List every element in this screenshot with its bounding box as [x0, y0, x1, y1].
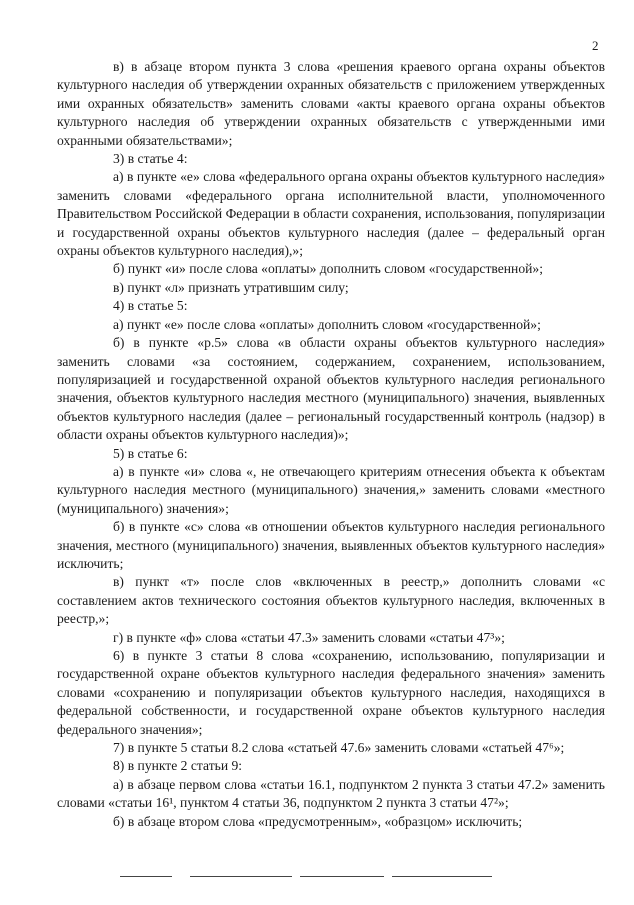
- paragraph: 4) в статье 5:: [113, 298, 188, 314]
- paragraph: 7) в пункте 5 статьи 8.2 слова «статьей 47.6» заменить словами «статьей 47⁶»;: [113, 740, 565, 756]
- document-body: [57, 58, 605, 831]
- paragraph: а) в абзаце первом слова «статьи 16.1, подпунктом 2 пункта 3 статьи 47.2» заменить словами «статьи 16¹, пунктом 4 статьи 36, подпунктом 2 пункта 3 статьи 47²»;: [57, 776, 605, 811]
- footer-rule: [0, 876, 634, 882]
- footer-rule-segment: [190, 876, 292, 877]
- paragraph: б) в пункте «р.5» слова «в области охраны объектов культурного наследия» заменить словами «за состоянием, содержанием, сохранением, использованием, популяризацией и государственной охраной объектов культурного наследия регионального значения, объектов культурного наследия местного (муниципального) значения, выявленных объектов культурного наследия (далее – региональный государственный контроль (надзор) в области охраны объектов культурного наследия)»;: [57, 335, 605, 443]
- paragraph: 3) в статье 4:: [113, 151, 188, 167]
- page-number: 2: [592, 38, 599, 53]
- paragraph: а) в пункте «е» слова «федерального органа охраны объектов культурного наследия» заменить словами «федерального органа исполнительной власти, уполномоченного Правительством Российской Федерации в области сохранения, использования, популяризации и государственной охраны объектов культурного наследия (далее – федеральный орган охраны объектов культурного наследия),»;: [57, 169, 605, 259]
- paragraph: б) в пункте «с» слова «в отношении объектов культурного наследия регионального значения, местного (муниципального) значения, выявленных объектов культурного наследия» исключить;: [57, 519, 605, 571]
- paragraph: в) пункт «л» признать утратившим силу;: [113, 279, 349, 295]
- footer-rule-segment: [300, 876, 384, 877]
- paragraph: б) в абзаце втором слова «предусмотренным», «образцом» исключить;: [113, 813, 523, 829]
- paragraph: г) в пункте «ф» слова «статьи 47.3» заменить словами «статьи 47³»;: [113, 629, 505, 645]
- paragraph: а) в пункте «и» слова «, не отвечающего критериям отнесения объекта к объектам культурного наследия местного (муниципального) значения,» заменить словами «местного (муниципального) значения»;: [57, 463, 605, 516]
- paragraph: 5) в статье 6:: [113, 445, 188, 461]
- paragraph: б) пункт «и» после слова «оплаты» дополнить словом «государственной»;: [113, 261, 543, 277]
- paragraph: 6) в пункте 3 статьи 8 слова «сохранению, использованию, популяризации и государственной охране объектов культурного наследия федерального значения» заменить словами «сохранению и популяризации объектов культурного наследия, находящихся в федеральной собственности, и государственной охране объектов культурного наследия федерального значения»;: [57, 648, 605, 737]
- footer-rule-segment: [392, 876, 492, 877]
- footer-rule-segment: [120, 876, 172, 877]
- paragraph: а) пункт «е» после слова «оплаты» дополнить словом «государственной»;: [113, 316, 541, 332]
- paragraph: 8) в пункте 2 статьи 9:: [113, 758, 243, 774]
- paragraph: в) в абзаце втором пункта 3 слова «решения краевого органа охраны объектов культурного наследия об утверждении охранных обязательств с приложением утвержденных ими охранных обязательств» заменить словами «акты краевого органа охраны объектов культурного наследия об утверждении охранных обязательств с утвержденными ими охранными обязательствами»;: [57, 59, 605, 148]
- paragraph: в) пункт «т» после слов «включенных в реестр,» дополнить словами «с составлением актов технического состояния объектов культурного наследия, включенных в реестр,»;: [57, 574, 605, 627]
